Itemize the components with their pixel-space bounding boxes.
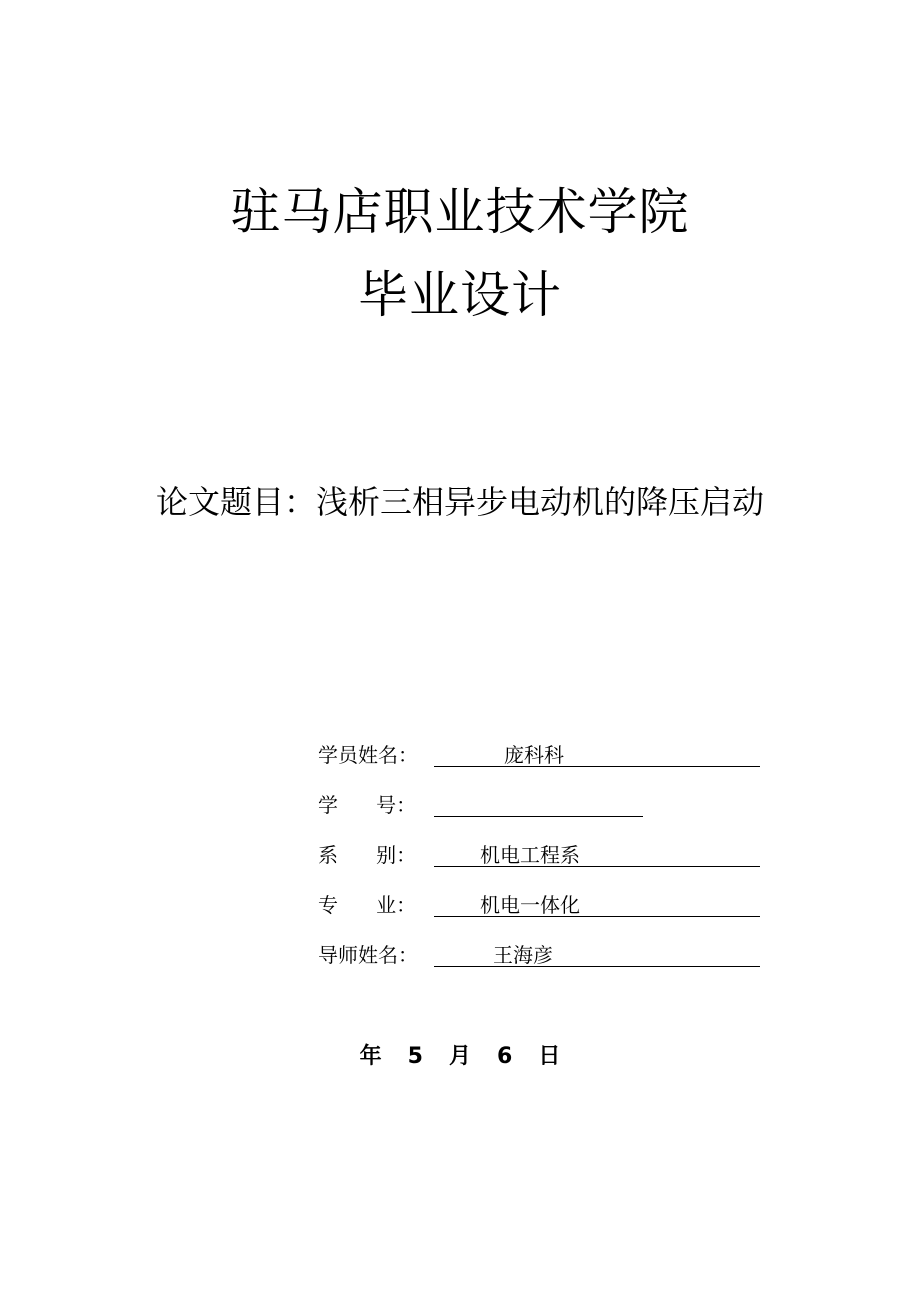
student-name-label: 学员姓名： [318, 743, 418, 767]
student-name-line [434, 740, 760, 767]
student-name-value: 庞科科 [504, 743, 564, 767]
advisor-value: 王海彦 [493, 943, 553, 967]
student-id-line [434, 790, 643, 817]
department-label: 系 别： [318, 843, 417, 867]
date-day: 6 [497, 1044, 513, 1069]
student-id-label: 学 号： [318, 793, 417, 817]
department-value: 机电工程系 [480, 843, 580, 867]
major-value: 机电一体化 [480, 893, 580, 917]
major-label: 专 业： [318, 893, 417, 917]
school-name: 驻马店职业技术学院 [230, 183, 690, 241]
date-month-label: 月 [448, 1044, 471, 1069]
document-type: 毕业设计 [358, 266, 562, 324]
thesis-title: 论文题目：浅析三相异步电动机的降压启动 [155, 483, 764, 521]
date-month: 5 [407, 1044, 423, 1069]
advisor-label: 导师姓名： [318, 943, 418, 967]
date-year-label: 年 [359, 1044, 382, 1069]
date-day-label: 日 [538, 1044, 561, 1069]
submission-date [0, 1040, 920, 1074]
advisor-line [434, 940, 760, 967]
